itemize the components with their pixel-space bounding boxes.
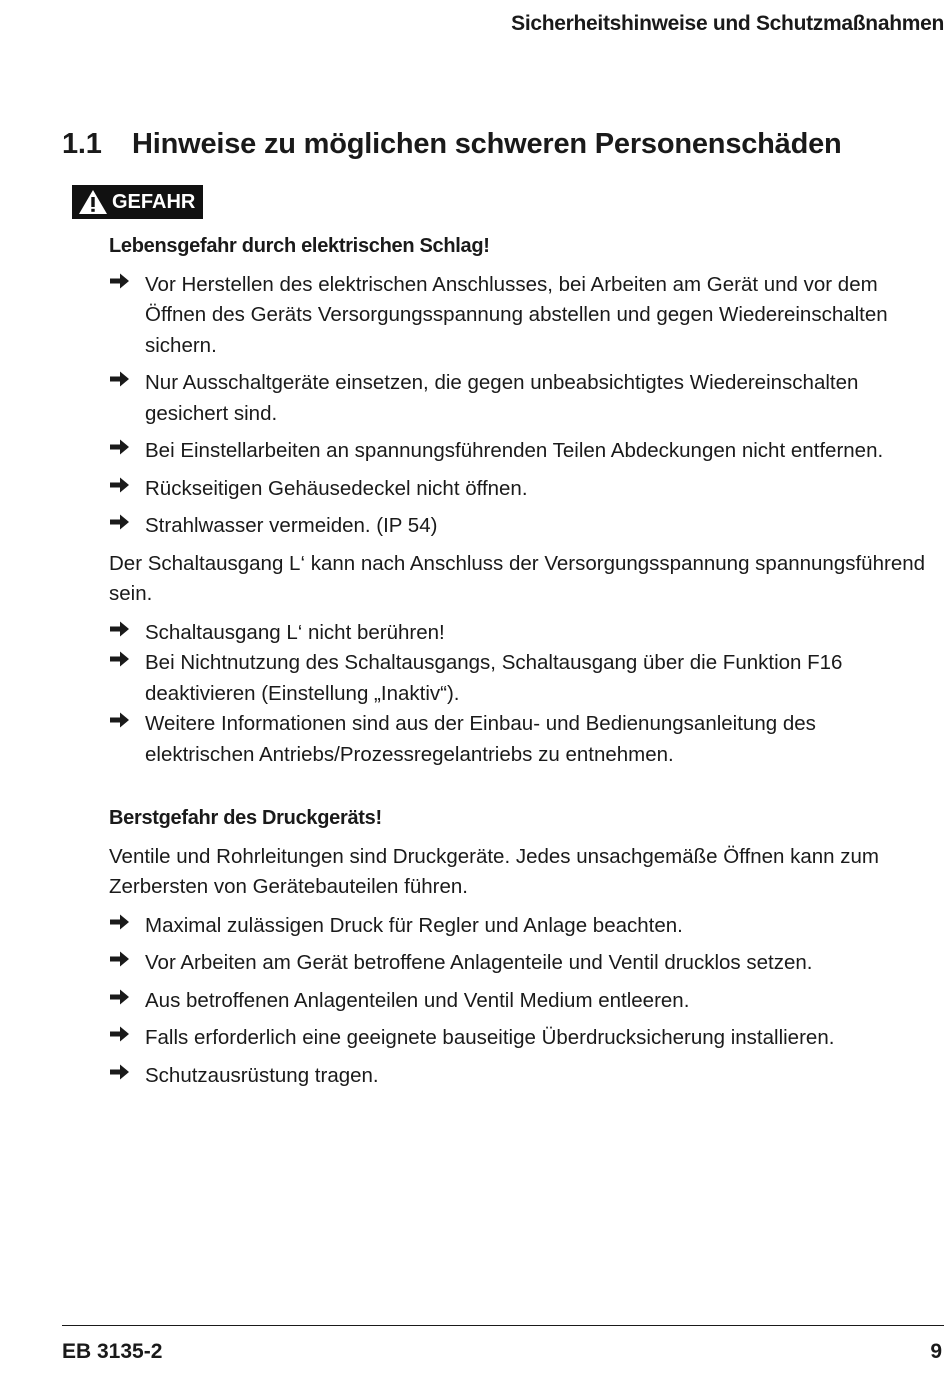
arrow-right-icon bbox=[109, 1061, 131, 1092]
section-number: 1.1 bbox=[62, 128, 102, 160]
list-item-text: Bei Einstellarbeiten an spannungsführenden Teilen Abdeckungen nicht entfernen. bbox=[145, 439, 884, 462]
arrow-right-icon bbox=[109, 911, 131, 942]
running-header: Sicherheitshinweise und Schutzmaßnahmen bbox=[511, 12, 944, 35]
arrow-right-icon bbox=[109, 270, 131, 301]
page-number: 9 bbox=[930, 1340, 942, 1363]
warning-triangle-icon bbox=[78, 189, 108, 215]
list-item bbox=[109, 368, 929, 429]
list-item-text: Falls erforderlich eine geeignete bauseitige Überdrucksicherung installieren. bbox=[145, 1026, 835, 1049]
arrow-right-icon bbox=[109, 511, 131, 542]
list-item bbox=[109, 948, 929, 979]
instruction-list bbox=[109, 618, 929, 771]
list-item-text: Rückseitigen Gehäusedeckel nicht öffnen. bbox=[145, 476, 528, 500]
list-item bbox=[109, 618, 929, 649]
list-item-text: Vor Arbeiten am Gerät betroffene Anlagenteile und Ventil drucklos setzen. bbox=[145, 951, 813, 974]
section-title: Hinweise zu möglichen schweren Personenschäden bbox=[132, 128, 842, 160]
list-item-text: Weitere Informationen sind aus der Einbau- und Bedienungsanleitung des elektrischen Antriebs/Prozessregelantriebs zu entnehmen. bbox=[145, 712, 816, 766]
instruction-list bbox=[109, 270, 929, 542]
arrow-right-icon bbox=[109, 474, 131, 505]
danger-signal-label bbox=[72, 185, 203, 219]
list-item bbox=[109, 270, 929, 362]
instruction-list bbox=[109, 911, 929, 1092]
list-item bbox=[109, 709, 929, 770]
danger-signal-word: GEFAHR bbox=[112, 190, 196, 213]
list-item-text: Maximal zulässigen Druck für Regler und Anlage beachten. bbox=[145, 913, 683, 937]
arrow-right-icon bbox=[109, 986, 131, 1017]
list-item bbox=[109, 648, 929, 709]
body-paragraph: Ventile und Rohrleitungen sind Druckgeräte. Jedes unsachgemäße Öffnen kann zum Zerbersten von Gerätebauteilen führen. bbox=[109, 844, 879, 898]
arrow-right-icon bbox=[109, 709, 131, 740]
arrow-right-icon bbox=[109, 948, 131, 979]
list-item bbox=[109, 986, 929, 1017]
list-item-text: Nur Ausschaltgeräte einsetzen, die gegen unbeabsichtigtes Wiedereinschalten gesichert sind. bbox=[145, 371, 859, 425]
section-heading bbox=[62, 128, 842, 161]
hazard-heading: Lebensgefahr durch elektrischen Schlag! bbox=[109, 235, 490, 257]
hazard-heading: Berstgefahr des Druckgeräts! bbox=[109, 807, 382, 829]
document-id: EB 3135-2 bbox=[62, 1340, 163, 1363]
safety-content bbox=[109, 231, 929, 1098]
footer-rule bbox=[62, 1325, 944, 1326]
list-item-text: Aus betroffenen Anlagenteilen und Ventil Medium entleeren. bbox=[145, 988, 690, 1012]
arrow-right-icon bbox=[109, 648, 131, 679]
list-item bbox=[109, 911, 929, 942]
list-item-text: Vor Herstellen des elektrischen Anschlusses, bei Arbeiten am Gerät und vor dem Öffnen des Geräts Versorgungsspannung abstellen und gegen Wiedereinschalten sichern. bbox=[145, 272, 888, 357]
list-item bbox=[109, 1061, 929, 1092]
arrow-right-icon bbox=[109, 368, 131, 399]
body-paragraph: Der Schaltausgang L‘ kann nach Anschluss der Versorgungsspannung spannungsführend sein. bbox=[109, 551, 926, 605]
list-item bbox=[109, 1023, 929, 1054]
arrow-right-icon bbox=[109, 1023, 131, 1054]
list-item bbox=[109, 474, 929, 505]
arrow-right-icon bbox=[109, 618, 131, 649]
block-spacer bbox=[109, 777, 929, 803]
arrow-right-icon bbox=[109, 436, 131, 467]
list-item-text: Strahlwasser vermeiden. (IP 54) bbox=[145, 514, 438, 537]
list-item-text: Bei Nichtnutzung des Schaltausgangs, Schaltausgang über die Funktion F16 deaktivieren (Einstellung „Inaktiv“). bbox=[145, 651, 843, 705]
list-item bbox=[109, 436, 929, 467]
list-item-text: Schutzausrüstung tragen. bbox=[145, 1063, 379, 1087]
list-item bbox=[109, 511, 929, 542]
list-item-text: Schaltausgang L‘ nicht berühren! bbox=[145, 620, 445, 644]
